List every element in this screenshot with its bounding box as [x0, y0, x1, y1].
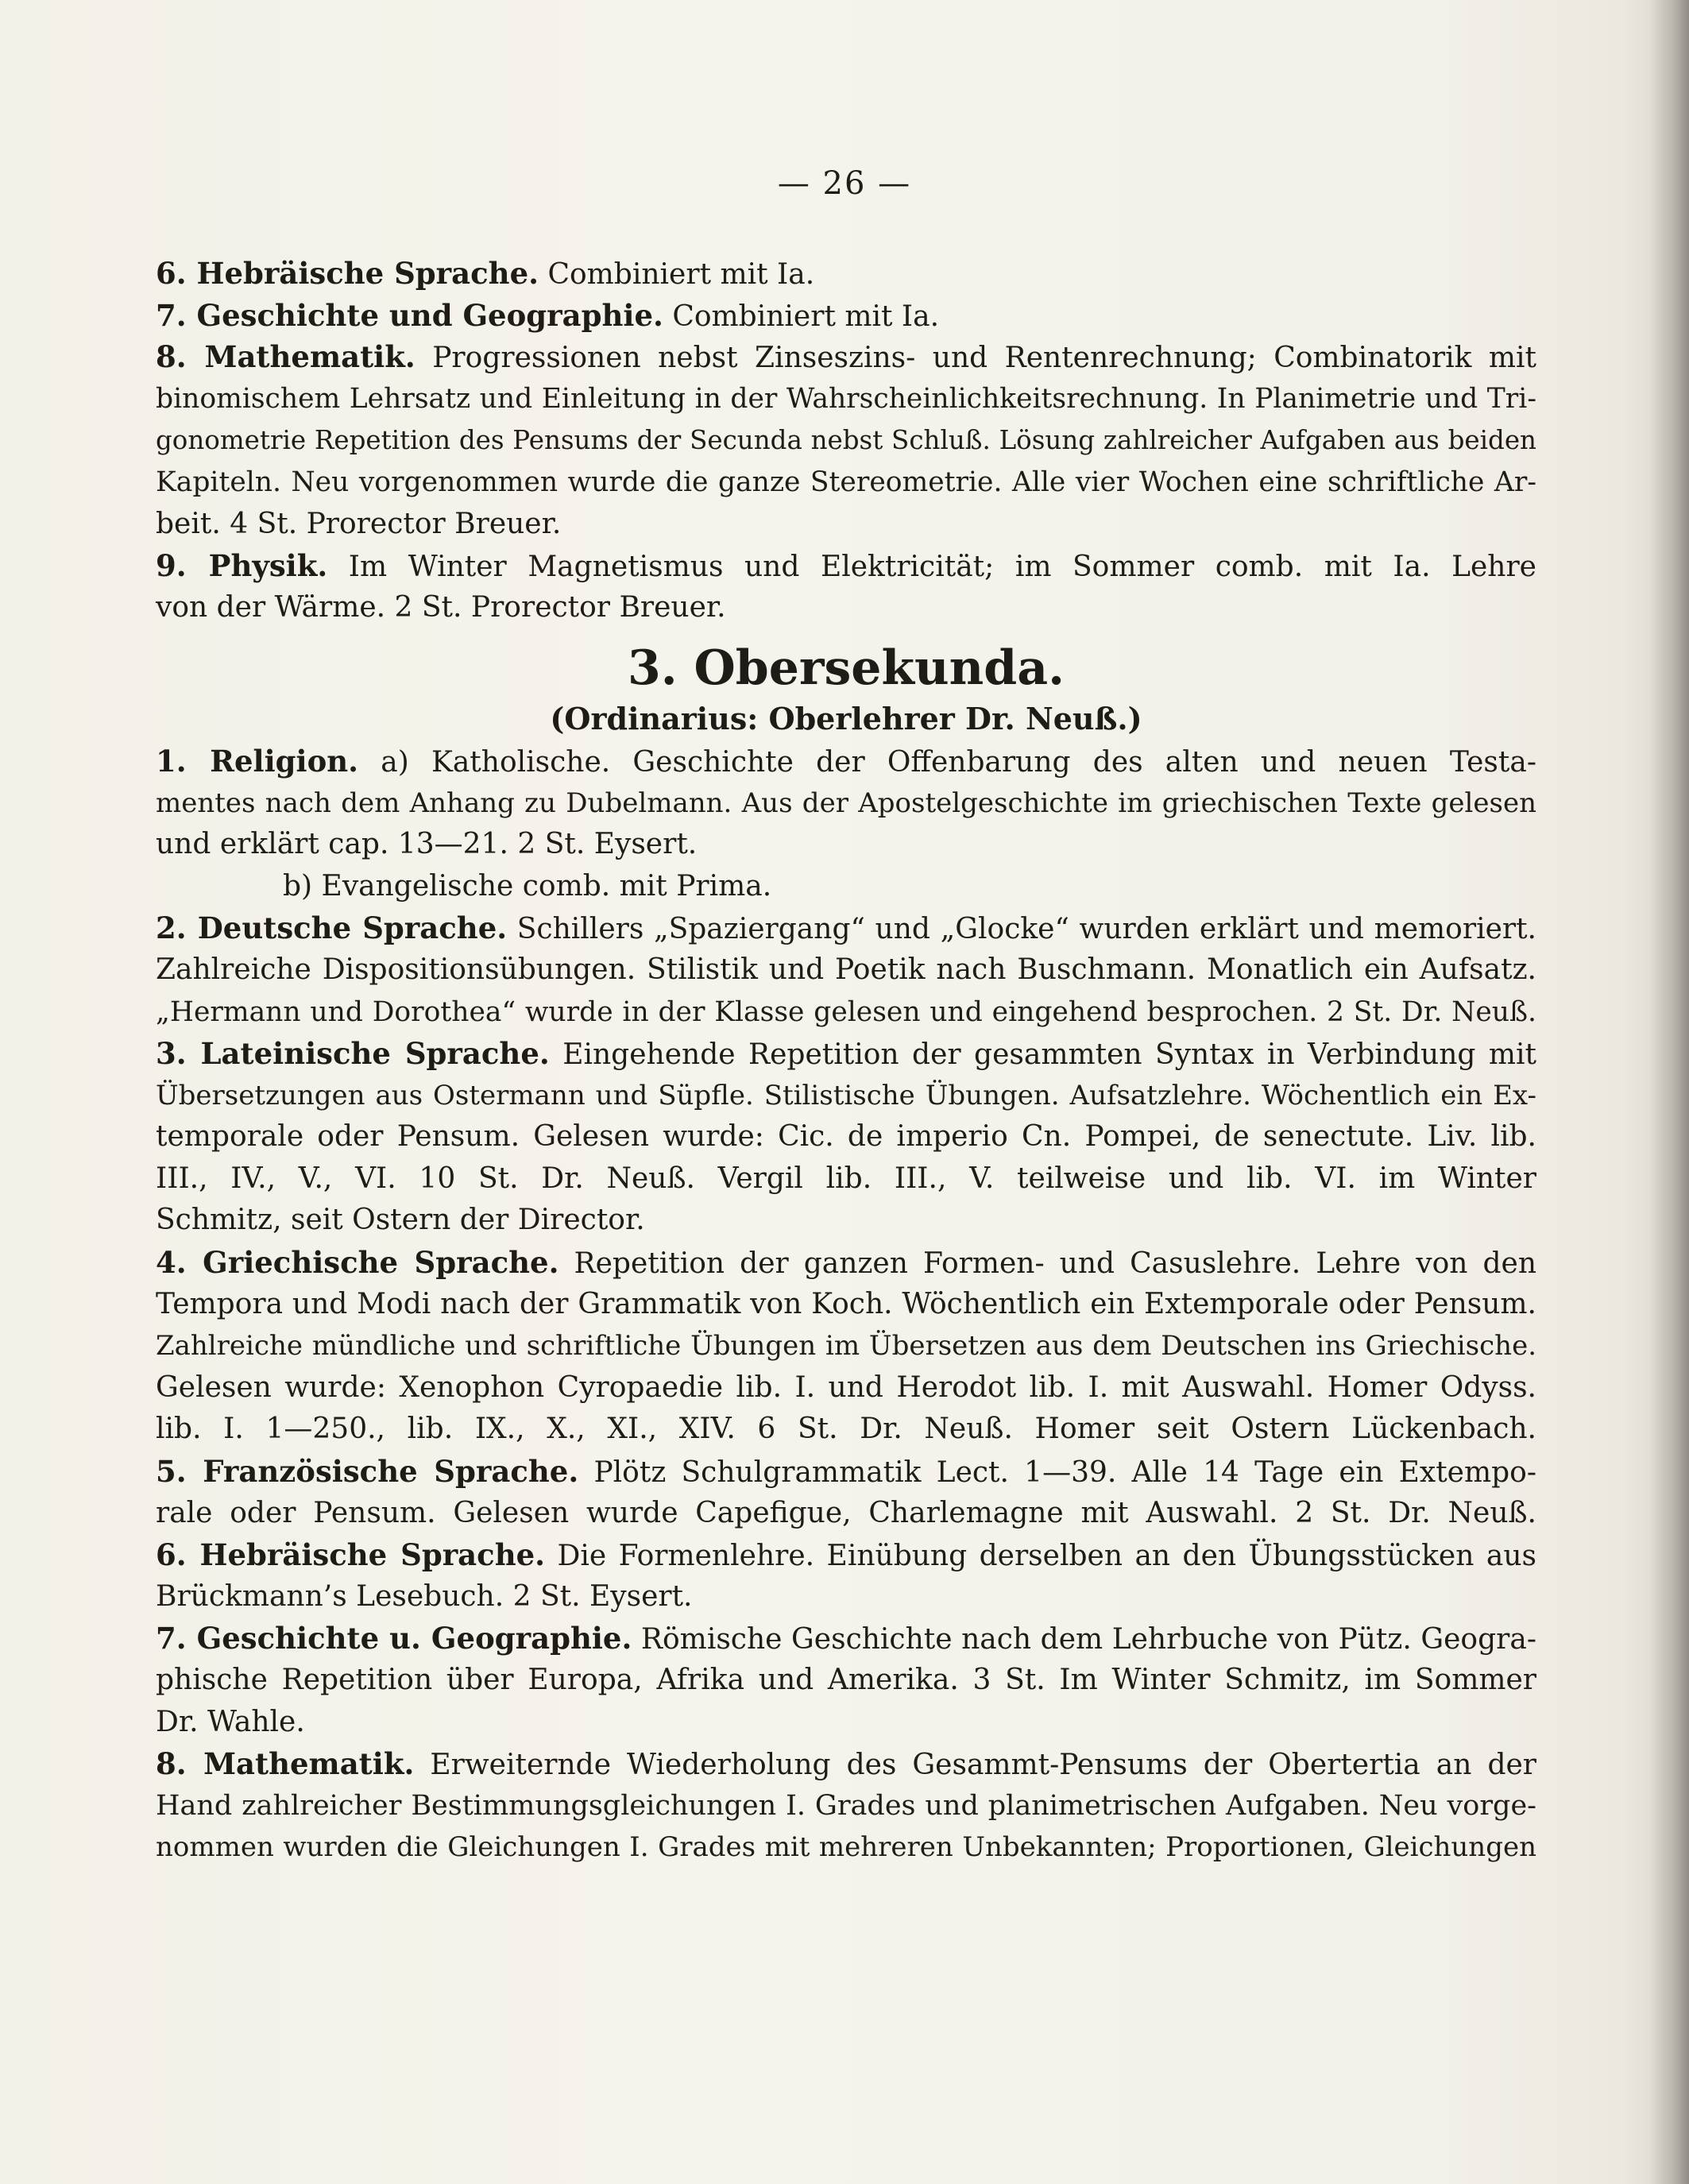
section-title: 3. Obersekunda.	[627, 640, 1065, 697]
subject-text: Römische Geschichte nach dem Lehrbuche von Pütz. Geogra-	[632, 1623, 1536, 1656]
subject-text: Plötz Schulgrammatik Lect. 1—39. Alle 14 Tage ein Extempo-	[578, 1456, 1536, 1490]
subject-entry-line	[156, 1242, 1536, 1284]
subject-heading: 6. Hebräische Sprache.	[156, 1537, 546, 1573]
text-line: b) Evangelische comb. mit Prima.	[283, 869, 772, 903]
text-line: nommen wurden die Gleichungen I. Grades mit mehreren Unbekannten; Proportionen, Gleichungen	[156, 1831, 1536, 1864]
text-line: lib. I. 1—250., lib. IX., X., XI., XIV. 6 St. Dr. Neuß. Homer seit Ostern Lückenbach.	[156, 1413, 1536, 1446]
subject-heading: 7. Geschichte u. Geographie.	[156, 1621, 632, 1656]
text-line: Hand zahlreicher Bestimmungsgleichungen I. Grades und planimetrischen Aufgaben. Neu vorge-	[156, 1789, 1536, 1822]
text-line: Übersetzungen aus Ostermann und Süpfle. Stilistische Übungen. Aufsatzlehre. Wöchentlich ein Ex-	[156, 1079, 1536, 1111]
subject-heading: 9. Physik.	[156, 548, 328, 584]
subject-text: a) Katholische. Geschichte der Offenbarung des alten und neuen Testa-	[358, 745, 1536, 779]
subject-text: Schillers „Spaziergang“ und „Glocke“ wurden erklärt und memoriert.	[507, 913, 1537, 946]
subject-heading: 8. Mathematik.	[156, 1746, 415, 1782]
subject-heading: 3. Lateinische Sprache.	[156, 1036, 550, 1072]
text-line: beit. 4 St. Prorector Breuer.	[156, 507, 562, 540]
section-subtitle: (Ordinarius: Oberlehrer Dr. Neuß.)	[550, 701, 1142, 737]
subject-entry-line	[156, 1451, 1536, 1493]
subject-heading: 4. Griechische Sprache.	[156, 1245, 559, 1281]
text-line: Schmitz, seit Ostern der Director.	[156, 1204, 645, 1237]
page-body	[156, 253, 1536, 1869]
text-line: mentes nach dem Anhang zu Dubelmann. Aus der Apostelgeschichte im griechischen Texte gelesen	[156, 787, 1536, 819]
subject-text: Repetition der ganzen Formen- und Casuslehre. Lehre von den	[558, 1247, 1537, 1281]
text-line: Kapiteln. Neu vorgenommen wurde die ganze Stereometrie. Alle vier Wochen eine schriftliche Ar-	[156, 466, 1536, 498]
text-line: rale oder Pensum. Gelesen wurde Capefigue, Charlemagne mit Auswahl. 2 St. Dr. Neuß.	[156, 1496, 1536, 1529]
text-line: Dr. Wahle.	[156, 1705, 305, 1738]
subject-text: Combiniert mit Ia.	[539, 258, 815, 291]
subject-text: Eingehende Repetition der gesammten Syntax in Verbindung mit	[549, 1038, 1537, 1072]
text-line: phische Repetition über Europa, Afrika und Amerika. 3 St. Im Winter Schmitz, im Sommer	[156, 1664, 1536, 1696]
text-line: temporale oder Pensum. Gelesen wurde: Cic. de imperio Cn. Pompei, de senectute. Liv. lib.	[156, 1120, 1536, 1154]
subject-text: Erweiternde Wiederholung des Gesammt-Pensums der Obertertia an der	[414, 1749, 1537, 1782]
subject-entry-line	[156, 740, 1536, 783]
text-line: Zahlreiche Dispositionsübungen. Stilistik und Poetik nach Buschmann. Monatlich ein Aufsatz.	[156, 953, 1536, 986]
subject-text: Combiniert mit Ia.	[663, 300, 940, 333]
text-line: „Hermann und Dorothea“ wurde in der Klasse gelesen und eingehend besprochen. 2 St. Dr. Neuß.	[156, 995, 1536, 1028]
subject-heading: 5. Französische Sprache.	[156, 1454, 579, 1490]
text-line: von der Wärme. 2 St. Prorector Breuer.	[156, 590, 726, 624]
subject-entry-line	[156, 253, 1536, 295]
subject-heading: 1. Religion.	[156, 743, 359, 779]
subject-heading: 8. Mathematik.	[156, 339, 415, 375]
subject-entry-line	[156, 295, 1536, 337]
subject-text: Im Winter Magnetismus und Elektricität; im Sommer comb. mit Ia. Lehre	[327, 551, 1536, 584]
subject-heading: 6. Hebräische Sprache.	[156, 256, 539, 291]
subject-heading: 7. Geschichte und Geographie.	[156, 297, 663, 333]
text-line: Tempora und Modi nach der Grammatik von Koch. Wöchentlich ein Extemporale oder Pensum.	[156, 1287, 1536, 1320]
text-line: gonometrie Repetition des Pensums der Secunda nebst Schluß. Lösung zahlreicher Aufgaben aus beiden	[156, 425, 1536, 456]
subject-entry-line	[156, 907, 1536, 949]
text-line: binomischem Lehrsatz und Einleitung in der Wahrscheinlichkeitsrechnung. In Planimetrie und Tri-	[156, 382, 1536, 415]
subject-text: Die Formenlehre. Einübung derselben an den Übungsstücken aus	[545, 1540, 1536, 1573]
subject-entry-line	[156, 1033, 1536, 1075]
subject-entry-line	[156, 1534, 1536, 1576]
subject-text: Progressionen nebst Zinseszins- und Rentenrechnung; Combinatorik mit	[415, 342, 1536, 375]
text-line: III., IV., V., VI. 10 St. Dr. Neuß. Vergil lib. III., V. teilweise und lib. VI. im Winter	[156, 1162, 1536, 1195]
subject-entry-line	[156, 1618, 1536, 1660]
text-line: Zahlreiche mündliche und schriftliche Übungen im Übersetzen aus dem Deutschen ins Griechische.	[156, 1330, 1536, 1363]
text-line: Gelesen wurde: Xenophon Cyropaedie lib. I. und Herodot lib. I. mit Auswahl. Homer Odyss.	[156, 1370, 1536, 1404]
text-line: Brückmann’s Lesebuch. 2 St. Eysert.	[156, 1579, 693, 1613]
subject-entry-line	[156, 545, 1536, 587]
text-line: und erklärt cap. 13—21. 2 St. Eysert.	[156, 828, 698, 861]
book-gutter-shadow	[1649, 0, 1689, 2184]
subject-entry-line	[156, 1743, 1536, 1785]
subject-entry-line	[156, 336, 1536, 378]
subject-heading: 2. Deutsche Sprache.	[156, 910, 508, 946]
page-number: — 26 —	[777, 165, 912, 202]
